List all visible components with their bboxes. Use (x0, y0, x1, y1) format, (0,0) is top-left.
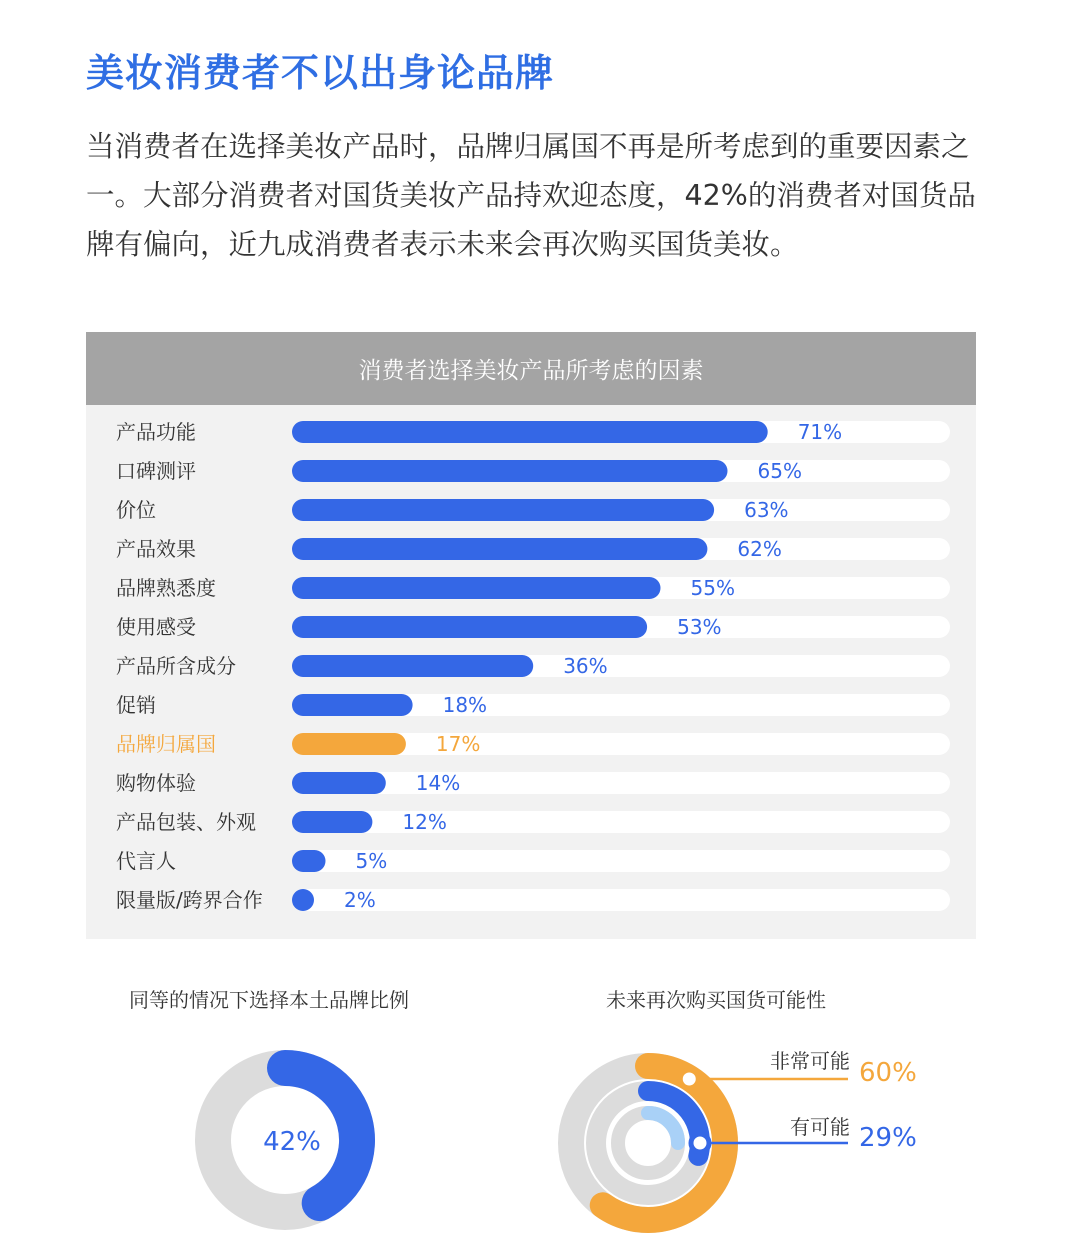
donut-charts (0, 1020, 1070, 1250)
bar (292, 460, 728, 482)
bar-category-label: 口碑测评 (116, 459, 196, 483)
bar-value-label: 71% (797, 420, 843, 444)
bar-value-label: 17% (435, 732, 481, 756)
callout-series-name: 有可能 (790, 1115, 850, 1139)
bar-value-label: 53% (677, 615, 722, 639)
bar-category-label: 产品功能 (116, 420, 196, 444)
donut-center-label: 42% (263, 1127, 321, 1157)
bar (292, 733, 406, 755)
repurchase-likelihood-title: 未来再次购买国货可能性 (606, 988, 826, 1012)
bar (292, 889, 314, 911)
bar (292, 772, 386, 794)
bar (292, 421, 768, 443)
bar-track (292, 811, 950, 833)
bar (292, 850, 326, 872)
bar-value-label: 12% (402, 810, 447, 834)
bar-track (292, 772, 950, 794)
bar-value-label: 62% (737, 537, 782, 561)
local-brand-ratio-title: 同等的情况下选择本土品牌比例 (129, 988, 409, 1012)
bar-category-label: 品牌归属国 (116, 732, 216, 756)
bar-value-label: 18% (442, 693, 488, 717)
bar-value-label: 65% (757, 459, 802, 483)
callout-series-value: 60% (859, 1058, 917, 1088)
bar (292, 577, 661, 599)
factors-chart-title: 消费者选择美妆产品所考虑的因素 (86, 332, 976, 405)
bar (292, 616, 647, 638)
bar-value-label: 5% (355, 849, 388, 873)
bar-category-label: 价位 (116, 498, 156, 522)
bar-value-label: 63% (744, 498, 789, 522)
bar-category-label: 购物体验 (116, 771, 196, 795)
bar-category-label: 代言人 (116, 849, 176, 873)
bar-category-label: 产品所含成分 (116, 654, 236, 678)
bar (292, 694, 413, 716)
callout-series-name: 非常可能 (770, 1049, 850, 1073)
bar (292, 811, 372, 833)
page-title: 美妆消费者不以出身论品牌 (86, 51, 555, 95)
ring-inner-decor (648, 1113, 678, 1143)
bar-track (292, 850, 950, 872)
callout-dot (691, 1134, 709, 1152)
bar-category-label: 限量版/跨界合作 (116, 888, 263, 912)
bar-category-label: 促销 (116, 693, 156, 717)
bar (292, 655, 533, 677)
bar-value-label: 14% (415, 771, 461, 795)
bar-value-label: 2% (344, 888, 376, 912)
bar-category-label: 使用感受 (116, 615, 196, 639)
bar-category-label: 品牌熟悉度 (116, 576, 216, 600)
intro-paragraph: 当消费者在选择美妆产品时，品牌归属国不再是所考虑到的重要因素之一。大部分消费者对国货美妆产品持欢迎态度，42%的消费者对国货品牌有偏向，近九成消费者表示未来会再次购买国货美妆。 (86, 130, 976, 261)
callout-dot (680, 1070, 698, 1088)
bar-category-label: 产品效果 (116, 537, 196, 561)
bar (292, 499, 714, 521)
bar-value-label: 55% (690, 576, 735, 600)
bar-category-label: 产品包装、外观 (116, 810, 256, 834)
bar-track (292, 889, 950, 911)
bar-value-label: 36% (563, 654, 608, 678)
bar (292, 538, 707, 560)
factors-chart-panel (86, 332, 976, 939)
factors-bar-chart (86, 332, 976, 939)
callout-series-value: 29% (859, 1123, 917, 1153)
